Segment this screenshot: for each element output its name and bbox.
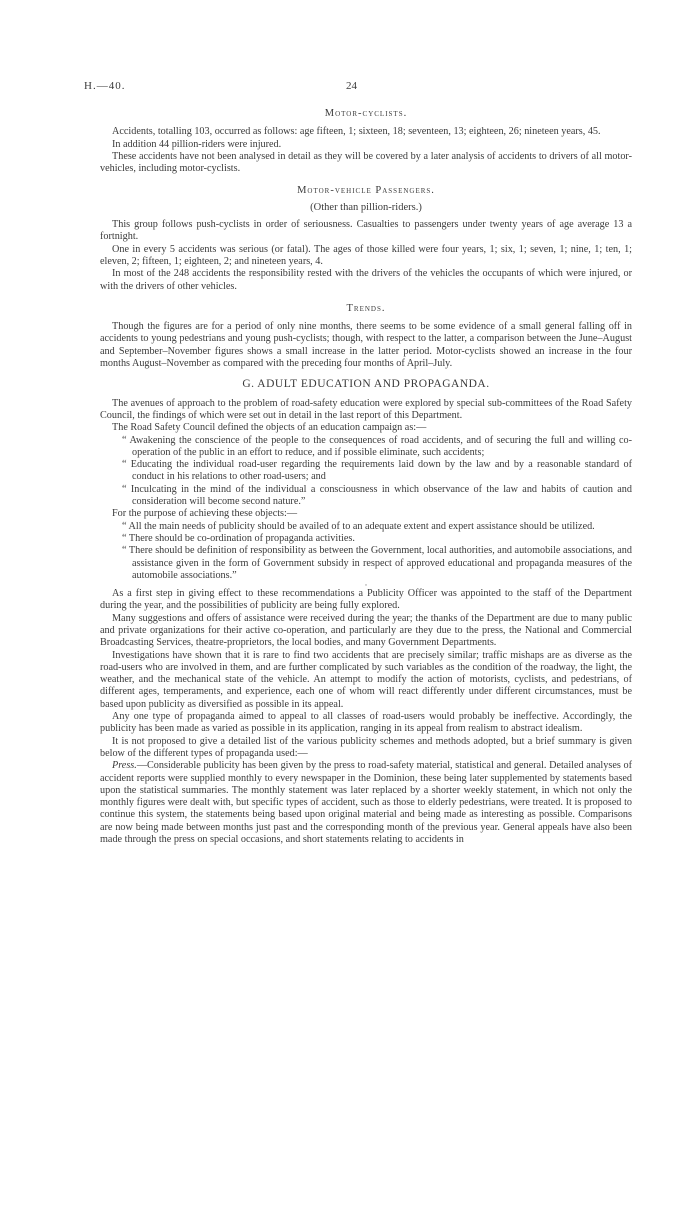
section-heading-motor-cyclists: Motor-cyclists.	[324, 108, 408, 119]
section-heading-passengers: Motor-vehicle Passengers.	[297, 185, 435, 197]
paragraph: This group follows push-cyclists in order of seriousness. Casualties to passengers under twenty years of age average 13 a fortnight.	[100, 219, 632, 243]
paragraph: It is not proposed to give a detailed list of the various publicity schemes and methods adopted, but a brief summary is given below of the different types of propaganda used:—	[100, 735, 632, 759]
quotation-block	[122, 521, 632, 582]
quotation-block	[122, 435, 632, 509]
page-header	[84, 80, 632, 98]
paragraph: The Road Safety Council defined the objects of an education campaign as:—	[112, 422, 427, 434]
paragraph: As a first step in giving effect to these recommendations a Publicity Officer was appointed to the staff of the Department during the year, and the possibilities of publicity are being fully explored.	[100, 588, 632, 612]
paragraph: One in every 5 accidents was serious (or fatal). The ages of those killed were four years, 1; six, 1; seven, 1; nine, 1; ten, 1; eleven, 2; fifteen, 1; eighteen, 2; and nineteen years, 4.	[100, 243, 632, 267]
paragraph: Many suggestions and offers of assistance were received during the year; the thanks of the Department are due to many public and private organizations for their active co-operation, and particularly are they due to the press, the National and Commercial Broadcasting Services, theatre-proprietors, the local bodies, and many Government Departments.	[100, 612, 632, 649]
quotation: “ There should be definition of responsibility as between the Government, local authorities, and automobile associations, and assistance given in the form of Government subsidy in respect of approved educational and propaganda measures of the automobile associations.”	[122, 545, 632, 581]
paragraph: For the purpose of achieving these objects:—	[112, 508, 298, 520]
paragraph: Though the figures are for a period of only nine months, there seems to be some evidence of a small general falling off in accidents to young pedestrians and young push-cyclists; though, with respect to the latter, a comparison between the June–August and September–November figures shows a small increase in the latter period. Motor-cyclists showed an increase in the four months August–November as compared with the preceding four months of April–July.	[100, 321, 632, 370]
page-number: 24	[346, 80, 357, 92]
section-heading-trends: Trends.	[346, 302, 386, 314]
paragraph: Accidents, totalling 103, occurred as follows: age fifteen, 1; sixteen, 18; seventeen, 13; eighteen, 26; nineteen years, 45.	[112, 126, 601, 138]
center-dot: ·	[364, 580, 368, 591]
quotation: “ Inculcating in the mind of the individual a consciousness in which observance of the law and habits of caution and consideration will become second nature.”	[122, 483, 632, 508]
quotation: “ All the main needs of publicity should be availed of to an adequate extent and expert assistance should be utilized.	[122, 520, 595, 532]
paragraph: In addition 44 pillion-riders were injured.	[112, 138, 282, 150]
section-heading-adult-education: G. ADULT EDUCATION AND PROPAGANDA.	[242, 378, 490, 391]
paragraph: The avenues of approach to the problem of road-safety education were explored by special sub-committees of the Road Safety Council, the findings of which were set out in detail in the last report of this Department.	[100, 397, 632, 421]
document-page	[84, 80, 632, 846]
paragraph-press	[100, 760, 632, 846]
document-reference: H.—40.	[84, 80, 126, 92]
quotation: “ There should be co-ordination of propaganda activities.	[122, 532, 355, 544]
paragraph: In most of the 248 accidents the responsibility rested with the drivers of the vehicles the occupants of which were injured, or with the drivers of other vehicles.	[100, 268, 632, 292]
paragraph: Any one type of propaganda aimed to appeal to all classes of road-users would probably be ineffective. Accordingly, the publicity has been made as varied as possible in its application, ranging in its appeal from realism to abstract idealism.	[100, 711, 632, 735]
press-text: —Considerable publicity has been given by the press to road-safety material, statistical and general. Detailed analyses of accident reports were supplied monthly to every newspaper in the Dominion, these being later supplemented by statements based upon the statistical summaries. The monthly statement was later replaced by a shorter weekly statement, in which not only the monthly figures were dealt with, but specific types of accident, such as those to elderly pedestrians, were treated. It is proposed to continue this system, the statements being based upon original material and being made as interesting as possible. Comparisons are now being made between months just past and the corresponding month of the previous year. General appeals have also been made through the press on special occasions, and short statements relating to accidents in	[100, 760, 632, 846]
quotation: “ Educating the individual road-user regarding the requirements laid down by the law and by a reasonable standard of conduct in his relations to other road-users; and	[122, 459, 632, 483]
paragraph: Investigations have shown that it is rare to find two accidents that are precisely similar; traffic mishaps are as diverse as the road-users who are involved in them, and are further complicated by such variables as the condition of the roadway, the light, the weather, and the mechanical state of the vehicle. An attempt to modify the action of motorists, cyclists, and pedestrians, of different ages, temperaments, and experience, each one of whom will react differently under different circumstances, must be based upon publicity as diversified as possible in its appeal.	[100, 649, 632, 710]
quotation: “ Awakening the conscience of the people to the consequences of road accidents, and of securing the full and willing co-operation of the public in an effort to reduce, and if possible eliminate, such accidents;	[122, 434, 632, 458]
section-subheading-passengers: (Other than pillion-riders.)	[310, 201, 422, 213]
press-lead-in: Press.	[112, 760, 137, 772]
paragraph: These accidents have not been analysed in detail as they will be covered by a later analysis of accidents to drivers of all motor-vehicles, including motor-cyclists.	[100, 150, 632, 175]
